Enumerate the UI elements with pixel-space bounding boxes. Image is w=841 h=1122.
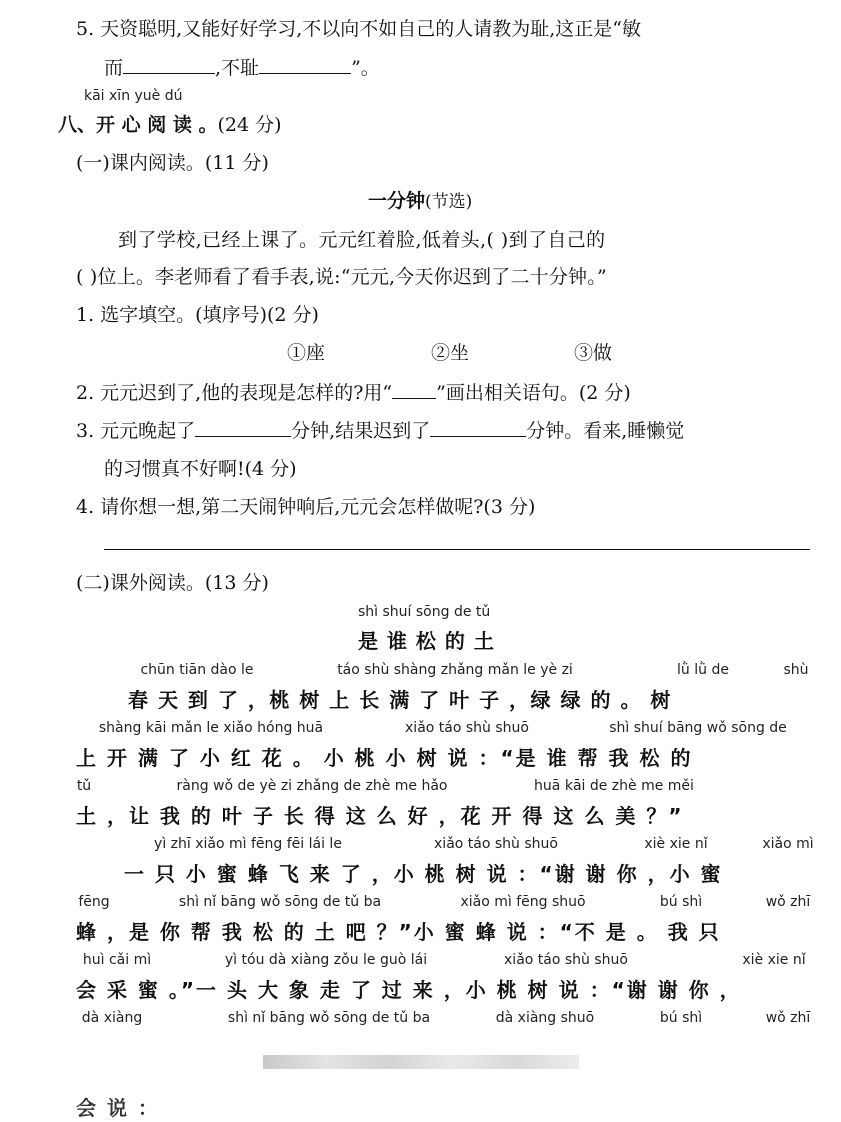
pinyin-segment: shì nǐ bāng wǒ sōng de tǔ ba	[227, 1010, 431, 1026]
q3-blank-2[interactable]	[430, 436, 526, 437]
pinyin-segment: wǒ zhī	[765, 894, 811, 910]
q1-option-1: ①座	[287, 342, 326, 364]
pinyin-segment: yì tóu dà xiàng zǒu le guò lái	[224, 952, 428, 968]
q2-part2: ”画出相关语句。(2 分)	[436, 382, 631, 404]
part1-heading: (一)课内阅读。(11 分)	[76, 152, 269, 174]
story-last-line: 会 说 ：	[76, 1096, 160, 1120]
article-para-line2: ( )位上。李老师看了看手表,说:“元元,今天你迟到了二十分钟。”	[76, 266, 607, 288]
pinyin-segment: bú shì	[659, 1010, 703, 1026]
pinyin-segment: xiǎo mì	[762, 836, 814, 852]
q1-option-3: ③做	[574, 342, 613, 364]
q2-line	[76, 378, 631, 405]
story-row-5-text: 蜂 ，是 你 帮 我 松 的 土 吧 ？”小 蜜 蜂 说 ：“不 是 。 我 只	[76, 920, 721, 944]
pinyin-segment: wǒ zhī	[765, 1010, 811, 1026]
story-row-1-pinyin	[0, 662, 841, 686]
q3-line1	[76, 416, 684, 443]
pinyin-segment: lǜ lǜ de	[677, 662, 729, 678]
pinyin-segment: huā kāi de zhè me měi	[534, 778, 694, 794]
q4-answer-line[interactable]	[104, 549, 810, 550]
q5-line1: 5. 天资聪明,又能好好学习,不以向不如自己的人请教为耻,这正是“敏	[76, 18, 642, 40]
q1-text: 1. 选字填空。(填序号)(2 分)	[76, 304, 319, 326]
q5-part1: 而	[104, 57, 124, 79]
story-title-pinyin: shì shuí sōng de tǔ	[358, 604, 491, 620]
section8-score: (24 分)	[217, 114, 282, 136]
pinyin-segment: shì nǐ bāng wǒ sōng de tǔ ba	[178, 894, 382, 910]
q4-text: 4. 请你想一想,第二天闹钟响后,元元会怎样做呢?(3 分)	[76, 496, 536, 518]
q1-option-2: ②坐	[431, 342, 470, 364]
pinyin-segment: tǔ	[76, 778, 92, 794]
q5-blank-1[interactable]	[123, 73, 215, 74]
pinyin-segment: shù	[783, 662, 809, 678]
article-title: 一分钟	[368, 190, 426, 212]
pinyin-segment: xiǎo táo shù shuō	[405, 720, 529, 736]
story-row-6-text: 会 采 蜜 。”一 头 大 象 走 了 过 来 ，小 桃 树 说 ：“谢 谢 你 ，	[76, 978, 742, 1002]
q5-line2	[104, 53, 380, 80]
q3-part2: 分钟,结果迟到了	[291, 420, 431, 442]
story-row-4-text: 一 只 小 蜜 蜂 飞 来 了 ，小 桃 树 说 ：“谢 谢 你 ，小 蜜	[124, 862, 723, 886]
pinyin-segment: fēng	[78, 894, 110, 910]
q5-part3: ”。	[351, 57, 380, 79]
pinyin-segment: huì cǎi mì	[82, 952, 152, 968]
pinyin-segment: xiǎo táo shù shuō	[434, 836, 558, 852]
pinyin-segment: chūn tiān dào le	[140, 662, 254, 678]
q3-line2: 的习惯真不好啊!(4 分)	[104, 458, 297, 480]
q2-part1: 2. 元元迟到了,他的表现是怎样的?用“	[76, 382, 393, 404]
pinyin-segment: xiǎo mì fēng shuō	[460, 894, 586, 910]
watermark-blur	[263, 1055, 579, 1069]
pinyin-segment: xiè xie nǐ	[742, 952, 806, 968]
section8-heading	[58, 110, 282, 137]
story-title: 是 谁 松 的 土	[358, 629, 495, 653]
pinyin-segment: dà xiàng shuō	[495, 1010, 595, 1026]
story-row-2-text: 上 开 满 了 小 红 花 。 小 桃 小 树 说 ：“是 谁 帮 我 松 的	[76, 746, 693, 770]
section8-title: 八、开 心 阅 读 。	[58, 114, 218, 136]
q5-part2: ,不耻	[215, 57, 260, 79]
pinyin-segment: ràng wǒ de yè zi zhǎng de zhè me hǎo	[176, 778, 448, 794]
pinyin-segment: xiè xie nǐ	[644, 836, 708, 852]
pinyin-segment: xiǎo táo shù shuō	[504, 952, 628, 968]
story-row-6-pinyin	[0, 952, 841, 976]
story-row-2-pinyin	[0, 720, 841, 744]
story-row-3-text: 土 ，让 我 的 叶 子 长 得 这 么 好 ，花 开 得 这 么 美 ？”	[76, 804, 684, 828]
section8-pinyin: kāi xīn yuè dú	[84, 88, 183, 104]
pinyin-segment: bú shì	[659, 894, 703, 910]
q3-blank-1[interactable]	[195, 436, 291, 437]
pinyin-segment: shì shuí bāng wǒ sōng de	[609, 720, 787, 736]
story-row-5-pinyin	[0, 894, 841, 918]
story-row-4-pinyin	[0, 836, 841, 860]
q2-underline-sample	[392, 398, 436, 399]
pinyin-segment: shàng kāi mǎn le xiǎo hóng huā	[98, 720, 324, 736]
q3-part3: 分钟。看来,睡懒觉	[526, 420, 685, 442]
pinyin-segment: táo shù shàng zhǎng mǎn le yè zi	[337, 662, 573, 678]
story-row-3-pinyin	[0, 778, 841, 802]
pinyin-segment: dà xiàng	[81, 1010, 143, 1026]
q5-blank-2[interactable]	[259, 73, 351, 74]
pinyin-segment: yì zhī xiǎo mì fēng fēi lái le	[154, 836, 342, 852]
part2-heading: (二)课外阅读。(13 分)	[76, 572, 269, 594]
article-para-line1: 到了学校,已经上课了。元元红着脸,低着头,( )到了自己的	[118, 229, 606, 251]
story-row-7-pinyin	[0, 1010, 841, 1034]
article-note: (节选)	[425, 192, 473, 212]
q3-part1: 3. 元元晚起了	[76, 420, 196, 442]
story-row-1-text: 春 天 到 了 ，桃 树 上 长 满 了 叶 子 ，绿 绿 的 。 树	[128, 688, 672, 712]
article-title-line	[368, 186, 472, 213]
